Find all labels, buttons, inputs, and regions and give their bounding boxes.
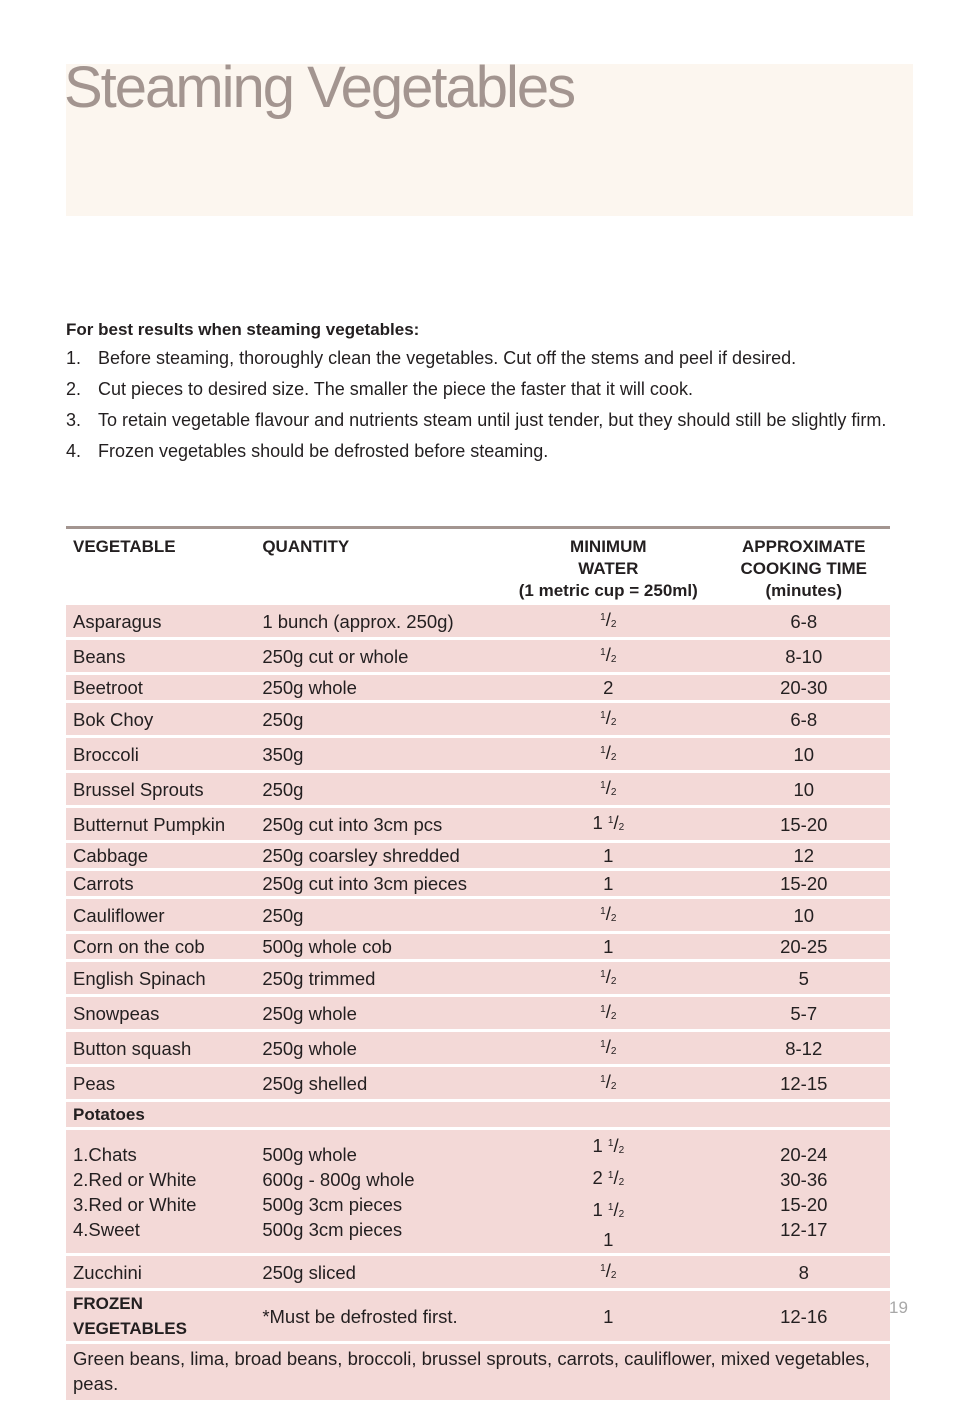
tip-item	[66, 377, 896, 401]
frozen-note: Green beans, lima, broad beans, broccoli, brussel sprouts, carrots, cauliflower, mixed vegetables, peas.	[66, 1344, 890, 1400]
tip-number: 4.	[66, 441, 82, 461]
table-row	[66, 934, 890, 959]
frozen-note-row	[66, 1344, 890, 1400]
cell-time: 10	[718, 899, 891, 931]
cell-time: 12-16	[718, 1291, 891, 1341]
table-row	[66, 703, 890, 735]
header-vegetable: VEGETABLE	[73, 537, 176, 556]
potato-water: 1 $^1/_2$	[592, 1199, 625, 1220]
cell-time: 15-20	[718, 871, 891, 896]
page-title: Steaming Vegetables	[64, 55, 575, 120]
cell-water: $^1/_2$	[499, 738, 717, 770]
tip-number: 2.	[66, 379, 82, 399]
cell-time: 15-20	[718, 808, 891, 840]
cell-quantity: 250g cut into 3cm pieces	[255, 871, 499, 896]
potato-time: 15-20	[780, 1193, 828, 1215]
potatoes-label-row	[66, 1102, 890, 1127]
intro-heading: For best results when steaming vegetables:	[66, 320, 420, 339]
header-water-line1: MINIMUM	[570, 537, 647, 556]
potato-quantity: 500g 3cm pieces	[262, 1218, 403, 1240]
potato-quantity: 600g - 800g whole	[262, 1168, 415, 1190]
potatoes-row	[66, 1130, 890, 1253]
potato-vegetable: 1.Chats	[73, 1143, 137, 1165]
potato-vegetable: 4.Sweet	[73, 1218, 140, 1240]
potato-time: 20-24	[780, 1143, 828, 1165]
header-time-line2: COOKING TIME	[740, 559, 868, 578]
cell-vegetable: Cabbage	[66, 843, 255, 868]
cell-quantity: 250g whole	[255, 1032, 499, 1064]
cell-time: 6-8	[718, 605, 891, 637]
tip-text: Frozen vegetables should be defrosted before steaming.	[98, 441, 549, 461]
cell-quantity: 250g whole	[255, 675, 499, 700]
cell-time: 20-30	[718, 675, 891, 700]
tip-text: To retain vegetable flavour and nutrients steam until just tender, but they should still be slightly firm.	[98, 410, 887, 430]
cell-time: 20-25	[718, 934, 891, 959]
cell-quantity: 250g cut or whole	[255, 640, 499, 672]
cell-vegetable-group	[66, 1130, 255, 1253]
cell-vegetable: Carrots	[66, 871, 255, 896]
cell-water-group	[499, 1130, 717, 1253]
header-minimum-water	[499, 532, 717, 602]
table-row	[66, 962, 890, 994]
cell-vegetable: English Spinach	[66, 962, 255, 994]
cell-quantity-group	[255, 1130, 499, 1253]
cell-vegetable: Snowpeas	[66, 997, 255, 1029]
header-time-line3: (minutes)	[765, 581, 842, 600]
potato-quantity: 500g 3cm pieces	[262, 1193, 403, 1215]
potato-water: 1	[603, 1229, 614, 1250]
table-header-row	[66, 532, 890, 602]
cell-water: $^1/_2$	[499, 1067, 717, 1099]
cell-water: 1 $^1/_2$	[499, 808, 717, 840]
table-row	[66, 899, 890, 931]
cell-quantity: 250g	[255, 703, 499, 735]
potato-time: 12-17	[780, 1218, 828, 1240]
cell-time: 6-8	[718, 703, 891, 735]
cell-water: $^1/_2$	[499, 605, 717, 637]
tip-text: Cut pieces to desired size. The smaller the piece the faster that it will cook.	[98, 379, 693, 399]
cell-vegetable: Peas	[66, 1067, 255, 1099]
intro-section	[66, 318, 896, 470]
cell-quantity: 350g	[255, 738, 499, 770]
potato-water: 2 $^1/_2$	[592, 1167, 625, 1188]
cell-water: 1	[499, 1291, 717, 1341]
potatoes-label: Potatoes	[66, 1102, 890, 1127]
tip-number: 1.	[66, 348, 82, 368]
cell-water: $^1/_2$	[499, 899, 717, 931]
table-row	[66, 997, 890, 1029]
tip-item	[66, 439, 896, 463]
cell-vegetable: Cauliflower	[66, 899, 255, 931]
cell-water: $^1/_2$	[499, 1032, 717, 1064]
cell-water: 1	[499, 871, 717, 896]
table-row	[66, 1032, 890, 1064]
cell-time: 8	[718, 1256, 891, 1288]
cell-quantity: 250g trimmed	[255, 962, 499, 994]
cell-quantity: 250g	[255, 773, 499, 805]
header-water-line3: (1 metric cup = 250ml)	[518, 581, 698, 600]
cell-water: $^1/_2$	[499, 962, 717, 994]
cell-quantity: 250g whole	[255, 997, 499, 1029]
potato-vegetable: 2.Red or White	[73, 1168, 197, 1190]
table-body	[66, 605, 890, 1400]
cell-water: $^1/_2$	[499, 997, 717, 1029]
cell-quantity: 250g shelled	[255, 1067, 499, 1099]
table-row	[66, 871, 890, 896]
cell-water: $^1/_2$	[499, 640, 717, 672]
cell-quantity: 500g whole cob	[255, 934, 499, 959]
cell-water: 1	[499, 843, 717, 868]
cell-vegetable: Zucchini	[66, 1256, 255, 1288]
table-row	[66, 1256, 890, 1288]
cell-time-group	[718, 1130, 891, 1253]
potato-vegetable: 3.Red or White	[73, 1193, 197, 1215]
potato-water: 1 $^1/_2$	[592, 1135, 625, 1156]
cell-time: 5	[718, 962, 891, 994]
frozen-row	[66, 1291, 890, 1341]
potato-quantity: 500g whole	[262, 1143, 357, 1165]
header-quantity: QUANTITY	[262, 537, 350, 556]
cell-quantity: 250g cut into 3cm pcs	[255, 808, 499, 840]
cell-vegetable: FROZEN VEGETABLES	[66, 1291, 255, 1341]
cell-vegetable: Bok Choy	[66, 703, 255, 735]
header-water-line2: WATER	[578, 559, 639, 578]
cell-time: 8-10	[718, 640, 891, 672]
cell-quantity: 1 bunch (approx. 250g)	[255, 605, 499, 637]
tip-number: 3.	[66, 410, 82, 430]
tips-list	[66, 346, 896, 463]
cell-quantity: *Must be defrosted first.	[255, 1291, 499, 1341]
cell-quantity: 250g	[255, 899, 499, 931]
cell-time: 12-15	[718, 1067, 891, 1099]
table-row	[66, 605, 890, 637]
cell-time: 10	[718, 773, 891, 805]
cell-vegetable: Beans	[66, 640, 255, 672]
table-row	[66, 843, 890, 868]
table-row	[66, 640, 890, 672]
cell-water: $^1/_2$	[499, 1256, 717, 1288]
header-time-line1: APPROXIMATE	[742, 537, 866, 556]
header-cooking-time	[718, 532, 891, 602]
cell-vegetable: Broccoli	[66, 738, 255, 770]
table-row	[66, 808, 890, 840]
cell-vegetable: Brussel Sprouts	[66, 773, 255, 805]
cell-water: $^1/_2$	[499, 703, 717, 735]
table-row	[66, 738, 890, 770]
table-row	[66, 773, 890, 805]
page-number: 19	[889, 1298, 908, 1317]
table-row	[66, 1067, 890, 1099]
cell-quantity: 250g sliced	[255, 1256, 499, 1288]
cell-water: 2	[499, 675, 717, 700]
cell-time: 12	[718, 843, 891, 868]
cell-vegetable: Button squash	[66, 1032, 255, 1064]
cell-time: 8-12	[718, 1032, 891, 1064]
cell-vegetable: Beetroot	[66, 675, 255, 700]
cell-vegetable: Asparagus	[66, 605, 255, 637]
cell-water: 1	[499, 934, 717, 959]
cell-time: 10	[718, 738, 891, 770]
table-row	[66, 675, 890, 700]
tip-text: Before steaming, thoroughly clean the vegetables. Cut off the stems and peel if desired.	[98, 348, 797, 368]
cell-water: $^1/_2$	[499, 773, 717, 805]
cell-time: 5-7	[718, 997, 891, 1029]
tip-item	[66, 346, 896, 370]
potato-time: 30-36	[780, 1168, 828, 1190]
cell-quantity: 250g coarsley shredded	[255, 843, 499, 868]
cell-vegetable: Corn on the cob	[66, 934, 255, 959]
steaming-table	[66, 526, 890, 1403]
tip-item	[66, 408, 896, 432]
cell-vegetable: Butternut Pumpkin	[66, 808, 255, 840]
